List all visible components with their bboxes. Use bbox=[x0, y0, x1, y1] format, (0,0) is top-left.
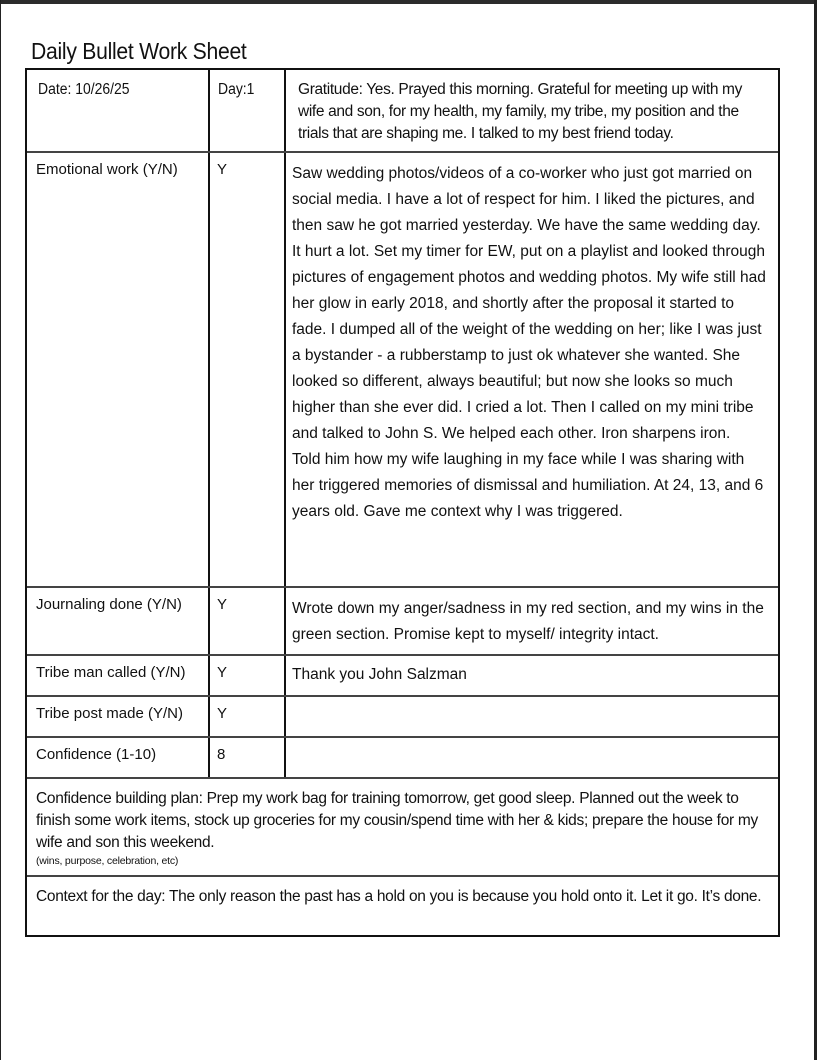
row-value: 8 bbox=[210, 738, 286, 777]
row-notes bbox=[286, 738, 778, 777]
row-notes bbox=[286, 153, 778, 586]
worksheet-table bbox=[25, 68, 780, 937]
gratitude-text: Gratitude: Yes. Prayed this morning. Grateful for meeting up with my wife and son, for my health, my family, my tribe, my position and the trials that are shaping me. I talked to my best friend today. bbox=[298, 81, 743, 142]
row-notes bbox=[286, 656, 778, 695]
notes-paragraph: Thank you John Salzman bbox=[292, 666, 467, 683]
date-cell bbox=[27, 70, 210, 151]
row-notes bbox=[286, 588, 778, 654]
row-value: Y bbox=[210, 588, 286, 654]
context-text: Context for the day: The only reason the past has a hold on you is because you hold onto it. Let it go. It’s done. bbox=[36, 888, 762, 905]
confidence-plan-cell bbox=[27, 779, 778, 875]
page-left-edge bbox=[0, 0, 1, 1060]
confidence-plan-hint: (wins, purpose, celebration, etc) bbox=[36, 855, 179, 867]
table-row-emotional-work bbox=[27, 153, 778, 588]
context-cell bbox=[27, 877, 770, 935]
table-row-tribe-man-called bbox=[27, 656, 778, 697]
row-label: Emotional work (Y/N) bbox=[27, 153, 210, 586]
gratitude-cell bbox=[286, 70, 778, 151]
notes-paragraph: Saw wedding photos/videos of a co-worker who just got married on social media. I have a lot of respect for him. I liked the pictures, and then saw he got married yesterday. We have the same wedding day. It hurt a lot. Set my timer for EW, put on a playlist and looked through pictures of engagement photos and wedding photos. My wife still had her glow in early 2018, and shortly after the proposal it started to fade. I dumped all of the weight of the wedding on her; like I was just a bystander - a rubberstamp to just ok whatever she wanted. She looked so different, always beautiful; but now she looks so much higher than she ever did. I cried a lot. Then I called on my mini tribe and talked to John S. We helped each other. Iron sharpens iron. bbox=[292, 165, 766, 442]
context-row bbox=[27, 877, 778, 935]
date-text: Date: 10/26/25 bbox=[38, 81, 130, 98]
confidence-plan-row bbox=[27, 779, 778, 877]
row-label: Journaling done (Y/N) bbox=[27, 588, 210, 654]
row-value: Y bbox=[210, 656, 286, 695]
confidence-plan-text: Confidence building plan: Prep my work bag for training tomorrow, get good sleep. Planned out the week to finish some work items, stock up groceries for my cousin/spend time with her & kids; prepare the house for my wife and son this weekend. bbox=[36, 790, 758, 851]
day-text: Day:1 bbox=[218, 81, 255, 98]
row-label: Tribe post made (Y/N) bbox=[27, 697, 210, 736]
notes-paragraph: Wrote down my anger/sadness in my red section, and my wins in the green section. Promise kept to myself/ integrity intact. bbox=[292, 600, 764, 643]
header-row bbox=[27, 70, 778, 153]
window-top-border bbox=[0, 0, 817, 4]
page-title: Daily Bullet Work Sheet bbox=[31, 38, 247, 64]
row-value: Y bbox=[210, 697, 286, 736]
row-value: Y bbox=[210, 153, 286, 586]
notes-paragraph: Told him how my wife laughing in my face while I was sharing with her triggered memories of dismissal and humiliation. At 24, 13, and 6 years old. Gave me context why I was triggered. bbox=[292, 451, 764, 520]
table-row-journaling bbox=[27, 588, 778, 656]
row-notes bbox=[286, 697, 778, 736]
table-row-confidence bbox=[27, 738, 778, 779]
table-row-tribe-post bbox=[27, 697, 778, 738]
row-label: Tribe man called (Y/N) bbox=[27, 656, 210, 695]
day-cell bbox=[210, 70, 286, 151]
row-label: Confidence (1-10) bbox=[27, 738, 210, 777]
